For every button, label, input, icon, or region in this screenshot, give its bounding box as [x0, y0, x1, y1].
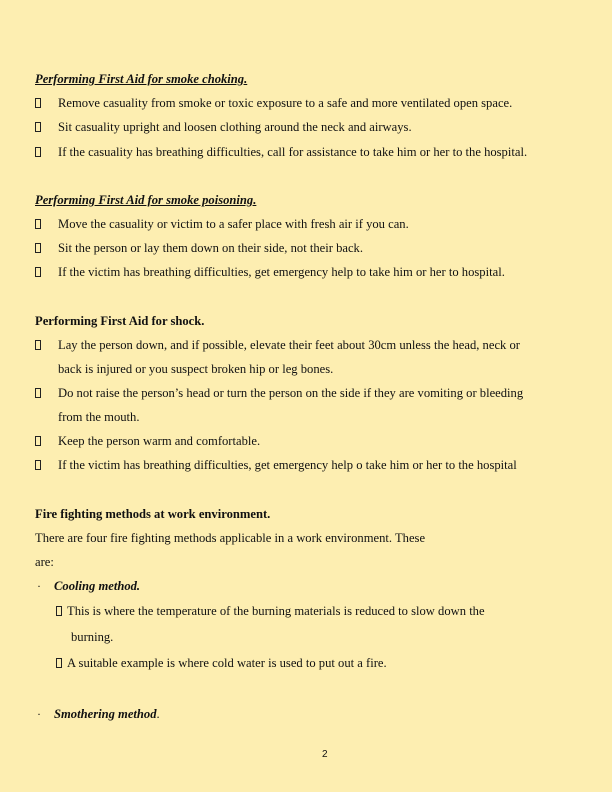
list-item: If the casuality has breathing difficulties, call for assistance to take him or her to the hospital. [58, 145, 528, 159]
list-item: Sit casuality upright and loosen clothing around the neck and airways. [58, 120, 412, 134]
page-number: 2 [322, 749, 328, 760]
checkbox-bullet-icon [35, 434, 41, 449]
list-item-continuation: from the mouth. [58, 410, 140, 424]
checkbox-bullet-icon [35, 241, 41, 256]
method-point: A suitable example is where cold water is used to put out a fire. [67, 656, 387, 670]
method-title-smothering [54, 707, 160, 722]
section-heading-smoke-choking: Performing First Aid for smoke choking. [35, 72, 248, 86]
method-title-suffix: . [156, 707, 160, 721]
method-point-continuation: burning. [71, 630, 114, 644]
checkbox-bullet-icon [35, 217, 41, 232]
checkbox-bullet-icon [35, 96, 41, 111]
method-point: This is where the temperature of the burning materials is reduced to slow down the [67, 604, 485, 618]
method-title-text: Smothering method [54, 707, 157, 721]
list-item: Lay the person down, and if possible, elevate their feet about 30cm unless the head, neck or [58, 338, 520, 352]
checkbox-bullet-icon [35, 145, 41, 160]
list-item: Do not raise the person’s head or turn the person on the side if they are vomiting or bleeding [58, 386, 524, 400]
intro-text: There are four fire fighting methods applicable in a work environment. These [35, 531, 426, 545]
method-title-cooling: Cooling method. [54, 579, 141, 593]
list-item: Sit the person or lay them down on their side, not their back. [58, 241, 363, 255]
checkbox-bullet-icon [35, 386, 41, 401]
list-item: If the victim has breathing difficulties, get emergency help to take him or her to hospital. [58, 265, 505, 279]
checkbox-bullet-icon [35, 265, 41, 280]
section-heading-smoke-poisoning: Performing First Aid for smoke poisoning. [35, 193, 257, 207]
section-heading-fire-fighting: Fire fighting methods at work environment. [35, 507, 271, 521]
list-item: Remove casuality from smoke or toxic exposure to a safe and more ventilated open space. [58, 96, 513, 110]
bullet-dot-icon: · [37, 579, 41, 593]
checkbox-bullet-icon [35, 338, 41, 353]
section-heading-shock: Performing First Aid for shock. [35, 314, 205, 328]
checkbox-bullet-icon [35, 458, 41, 473]
checkbox-bullet-icon [56, 604, 62, 619]
bullet-dot-icon: · [37, 707, 41, 721]
intro-text-continuation: are: [35, 555, 54, 569]
list-item: If the victim has breathing difficulties, get emergency help o take him or her to the hospital [58, 458, 517, 472]
list-item: Keep the person warm and comfortable. [58, 434, 261, 448]
list-item-continuation: back is injured or you suspect broken hip or leg bones. [58, 362, 334, 376]
checkbox-bullet-icon [35, 120, 41, 135]
checkbox-bullet-icon [56, 656, 62, 671]
list-item: Move the casuality or victim to a safer place with fresh air if you can. [58, 217, 409, 231]
